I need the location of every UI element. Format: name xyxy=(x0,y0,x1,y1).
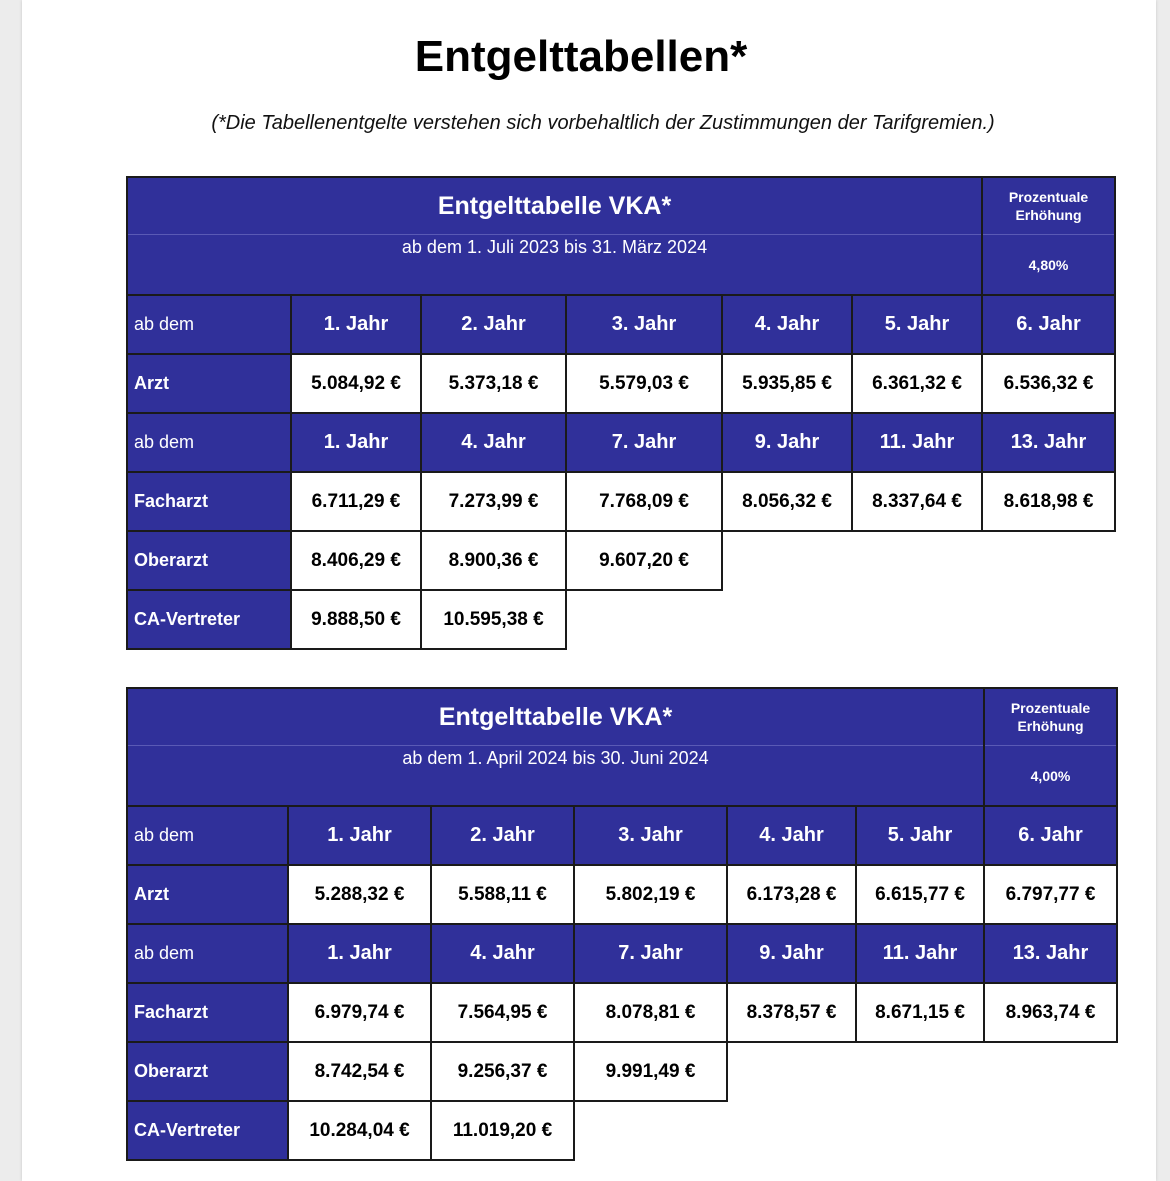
year-header: 6. Jahr xyxy=(982,295,1115,354)
salary-cell: 9.607,20 € xyxy=(566,531,722,590)
row-label-ab-dem: ab dem xyxy=(127,806,288,865)
salary-table-2 xyxy=(126,687,1118,1161)
salary-table-1 xyxy=(126,176,1116,650)
empty-cell xyxy=(856,1042,984,1101)
year-header: 5. Jahr xyxy=(852,295,982,354)
increase-value: 4,80% xyxy=(982,235,1115,296)
table-period: ab dem 1. April 2024 bis 30. Juni 2024 xyxy=(127,746,984,807)
year-header: 5. Jahr xyxy=(856,806,984,865)
salary-cell: 7.564,95 € xyxy=(431,983,574,1042)
salary-cell: 6.979,74 € xyxy=(288,983,431,1042)
salary-cell: 8.900,36 € xyxy=(421,531,566,590)
salary-cell: 7.273,99 € xyxy=(421,472,566,531)
header-row xyxy=(127,924,1117,983)
row-label-oberarzt: Oberarzt xyxy=(127,531,291,590)
header-row xyxy=(127,295,1115,354)
year-header: 1. Jahr xyxy=(288,924,431,983)
header-row xyxy=(127,806,1117,865)
empty-cell xyxy=(852,590,982,649)
page-title: Entgelttabellen* xyxy=(414,32,748,81)
salary-cell: 5.084,92 € xyxy=(291,354,421,413)
salary-cell: 6.173,28 € xyxy=(727,865,856,924)
empty-cell xyxy=(984,1042,1117,1101)
salary-cell: 9.991,49 € xyxy=(574,1042,727,1101)
row-label-arzt: Arzt xyxy=(127,865,288,924)
row-label-ab-dem: ab dem xyxy=(127,413,291,472)
year-header: 4. Jahr xyxy=(421,413,566,472)
empty-cell xyxy=(727,1042,856,1101)
salary-cell: 5.288,32 € xyxy=(288,865,431,924)
salary-cell: 8.406,29 € xyxy=(291,531,421,590)
empty-cell xyxy=(574,1101,727,1160)
salary-cell: 6.797,77 € xyxy=(984,865,1117,924)
salary-cell: 10.595,38 € xyxy=(421,590,566,649)
empty-cell xyxy=(982,531,1115,590)
row-label-ca-vertreter: CA-Vertreter xyxy=(127,590,291,649)
empty-cell xyxy=(982,590,1115,649)
year-header: 7. Jahr xyxy=(566,413,722,472)
year-header: 11. Jahr xyxy=(856,924,984,983)
table-row xyxy=(127,983,1117,1042)
year-header: 1. Jahr xyxy=(291,413,421,472)
salary-cell: 11.019,20 € xyxy=(431,1101,574,1160)
year-header: 4. Jahr xyxy=(727,806,856,865)
salary-cell: 8.378,57 € xyxy=(727,983,856,1042)
row-label-facharzt: Facharzt xyxy=(127,472,291,531)
salary-cell: 8.963,74 € xyxy=(984,983,1117,1042)
year-header: 13. Jahr xyxy=(982,413,1115,472)
year-header: 3. Jahr xyxy=(566,295,722,354)
year-header: 9. Jahr xyxy=(727,924,856,983)
row-label-facharzt: Facharzt xyxy=(127,983,288,1042)
salary-cell: 6.711,29 € xyxy=(291,472,421,531)
salary-cell: 9.888,50 € xyxy=(291,590,421,649)
year-header: 3. Jahr xyxy=(574,806,727,865)
table-row xyxy=(127,590,1115,649)
table-period: ab dem 1. Juli 2023 bis 31. März 2024 xyxy=(127,235,982,296)
year-header: 6. Jahr xyxy=(984,806,1117,865)
year-header: 13. Jahr xyxy=(984,924,1117,983)
salary-cell: 10.284,04 € xyxy=(288,1101,431,1160)
table-row xyxy=(127,472,1115,531)
salary-cell: 5.579,03 € xyxy=(566,354,722,413)
row-label-arzt: Arzt xyxy=(127,354,291,413)
document-page xyxy=(22,0,1156,1181)
table-row xyxy=(127,865,1117,924)
header-row xyxy=(127,413,1115,472)
year-header: 2. Jahr xyxy=(421,295,566,354)
empty-cell xyxy=(727,1101,856,1160)
page-subtitle: (*Die Tabellenentgelte verstehen sich vorbehaltlich der Zustimmungen der Tarifgremien.) xyxy=(211,112,995,134)
table-title: Entgelttabelle VKA* xyxy=(127,688,984,746)
year-header: 9. Jahr xyxy=(722,413,852,472)
increase-label: Prozentuale Erhöhung xyxy=(984,688,1117,746)
row-label-oberarzt: Oberarzt xyxy=(127,1042,288,1101)
row-label-ab-dem: ab dem xyxy=(127,924,288,983)
year-header: 4. Jahr xyxy=(722,295,852,354)
salary-cell: 5.802,19 € xyxy=(574,865,727,924)
table-row xyxy=(127,354,1115,413)
salary-cell: 8.742,54 € xyxy=(288,1042,431,1101)
table-row xyxy=(127,531,1115,590)
salary-cell: 5.588,11 € xyxy=(431,865,574,924)
salary-cell: 8.078,81 € xyxy=(574,983,727,1042)
salary-cell: 8.056,32 € xyxy=(722,472,852,531)
salary-cell: 9.256,37 € xyxy=(431,1042,574,1101)
year-header: 11. Jahr xyxy=(852,413,982,472)
salary-cell: 5.373,18 € xyxy=(421,354,566,413)
year-header: 1. Jahr xyxy=(288,806,431,865)
year-header: 7. Jahr xyxy=(574,924,727,983)
table-row xyxy=(127,1042,1117,1101)
year-header: 4. Jahr xyxy=(431,924,574,983)
salary-cell: 8.671,15 € xyxy=(856,983,984,1042)
row-label-ca-vertreter: CA-Vertreter xyxy=(127,1101,288,1160)
empty-cell xyxy=(722,531,852,590)
salary-cell: 8.337,64 € xyxy=(852,472,982,531)
salary-cell: 8.618,98 € xyxy=(982,472,1115,531)
increase-label: Prozentuale Erhöhung xyxy=(982,177,1115,235)
empty-cell xyxy=(722,590,852,649)
empty-cell xyxy=(856,1101,984,1160)
empty-cell xyxy=(984,1101,1117,1160)
salary-cell: 6.536,32 € xyxy=(982,354,1115,413)
salary-cell: 5.935,85 € xyxy=(722,354,852,413)
row-label-ab-dem: ab dem xyxy=(127,295,291,354)
salary-cell: 6.361,32 € xyxy=(852,354,982,413)
increase-value: 4,00% xyxy=(984,746,1117,807)
year-header: 1. Jahr xyxy=(291,295,421,354)
empty-cell xyxy=(566,590,722,649)
table-title: Entgelttabelle VKA* xyxy=(127,177,982,235)
salary-cell: 6.615,77 € xyxy=(856,865,984,924)
year-header: 2. Jahr xyxy=(431,806,574,865)
empty-cell xyxy=(852,531,982,590)
table-row xyxy=(127,1101,1117,1160)
salary-cell: 7.768,09 € xyxy=(566,472,722,531)
